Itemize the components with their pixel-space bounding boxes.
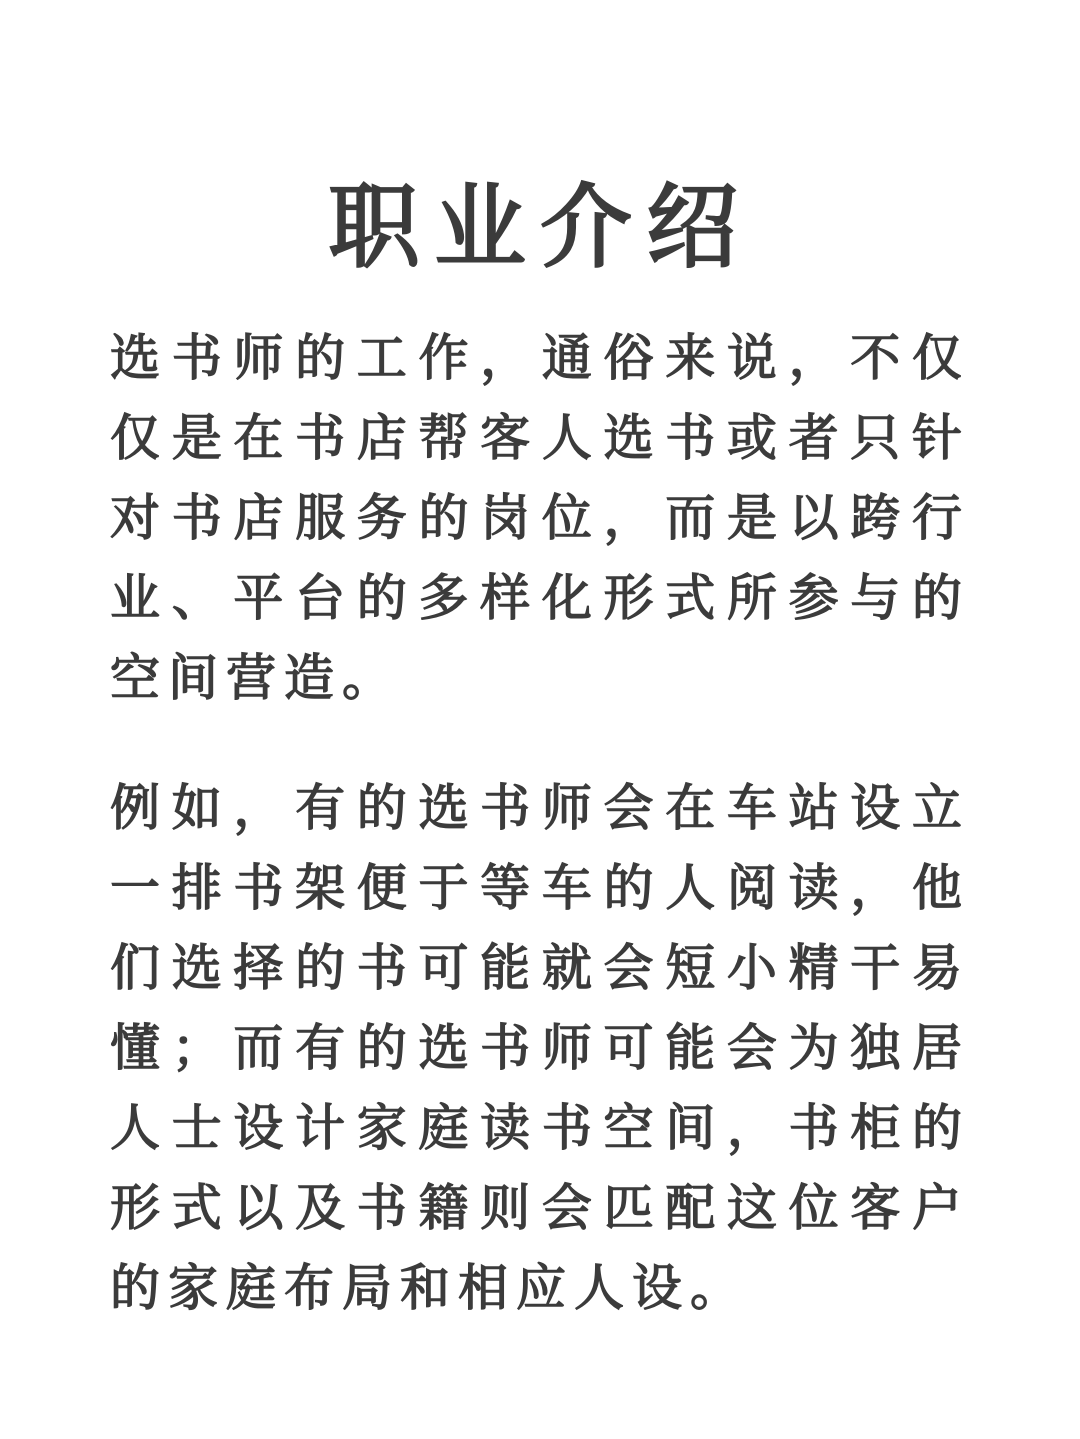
paragraph-intro: 选书师的工作，通俗来说，不仅仅是在书店帮客人选书或者只针对书店服务的岗位，而是以跨行业、平台的多样化形式所参与的空间营造。	[110, 328, 970, 707]
paragraph-example: 例如，有的选书师会在车站设立一排书架便于等车的人阅读，他们选择的书可能就会短小精干易懂；而有的选书师可能会为独居人士设计家庭读书空间，书柜的形式以及书籍则会匹配这位客户的家庭布局和相应人设。	[110, 778, 970, 1317]
page-title: 职业介绍	[327, 172, 752, 281]
